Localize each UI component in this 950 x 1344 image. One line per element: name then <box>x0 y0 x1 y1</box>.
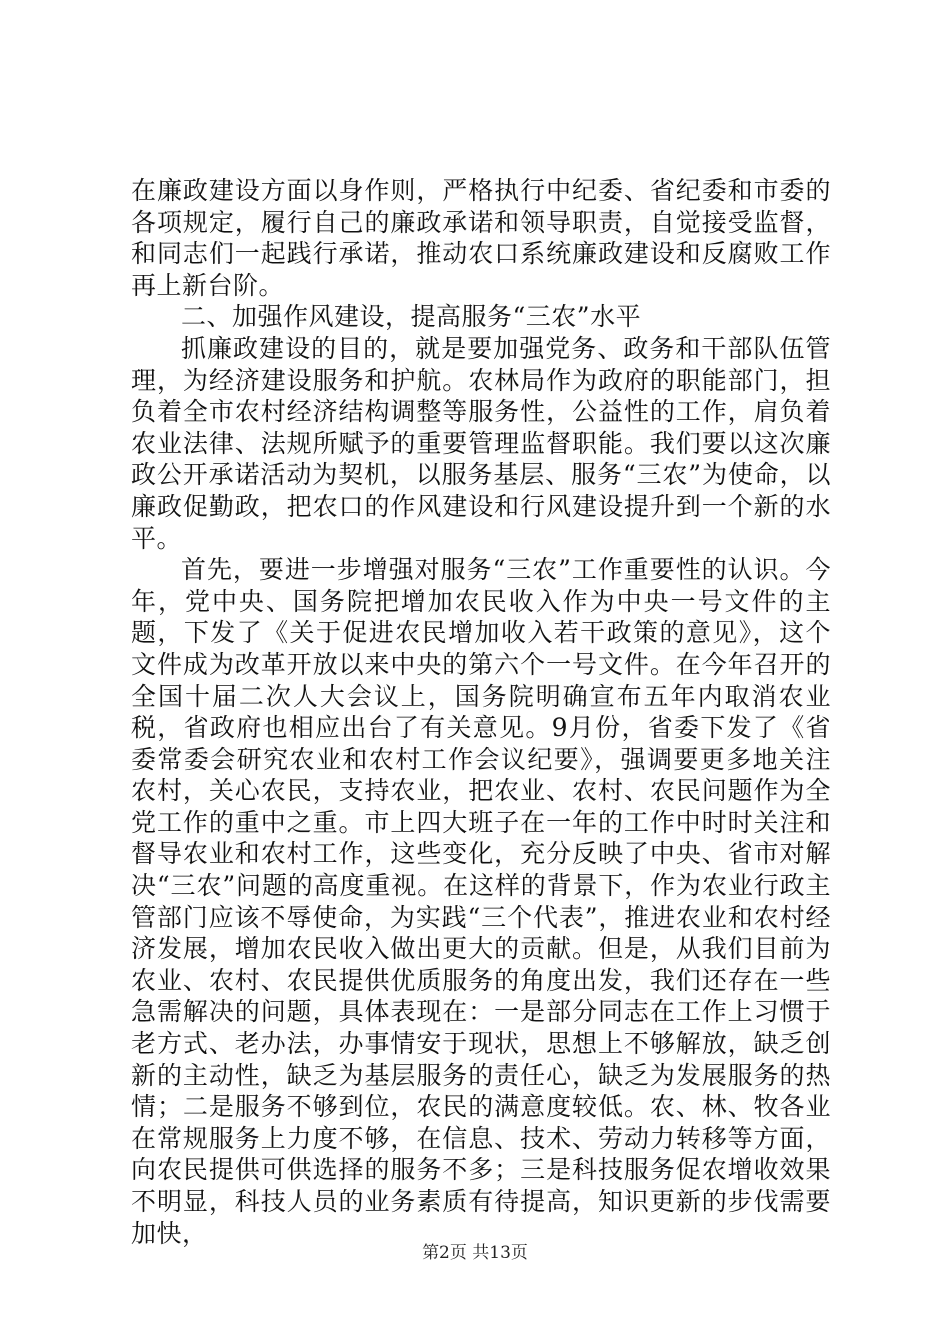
section-heading: 二、加强作风建设，提高服务“三农”水平 <box>181 302 642 332</box>
page-number-footer: 第2页 共13页 <box>422 1243 528 1263</box>
document-body <box>131 175 831 1249</box>
paragraph-continuation: 在廉政建设方面以身作则，严格执行中纪委、省纪委和市委的各项规定，履行自己的廉政承诺和领导职责，自觉接受监督，和同志们一起践行承诺，推动农口系统廉政建设和反腐败工作再上新台阶。 <box>131 176 831 300</box>
paragraph: 抓廉政建设的目的，就是要加强党务、政务和干部队伍管理，为经济建设服务和护航。农林局作为政府的职能部门，担负着全市农村经济结构调整等服务性，公益性的工作，肩负着农业法律、法规所赋予的重要管理监督职能。我们要以这次廉政公开承诺活动为契机，以服务基层、服务“三农”为使命，以廉政促勤政，把农口的作风建设和行风建设提升到一个新的水平。 <box>131 333 831 553</box>
paragraph: 首先，要进一步增强对服务“三农”工作重要性的认识。今年，党中央、国务院把增加农民收入作为中央一号文件的主题，下发了《关于促进农民增加收入若干政策的意见》，这个文件成为改革开放以来中央的第六个一号文件。在今年召开的全国十届二次人大会议上，国务院明确宣布五年内取消农业税，省政府也相应出台了有关意见。9月份，省委下发了《省委常委会研究农业和农村工作会议纪要》，强调要更多地关注农村，关心农民，支持农业，把农业、农村、农民问题作为全党工作的重中之重。市上四大班子在一年的工作中时时关注和督导农业和农村工作，这些变化，充分反映了中央、省市对解决“三农”问题的高度重视。在这样的背景下，作为农业行政主管部门应该不辱使命，为实践“三个代表”，推进农业和农村经济发展，增加农民收入做出更大的贡献。但是，从我们目前为农业、农村、农民提供优质服务的角度出发，我们还存在一些急需解决的问题，具体表现在：一是部分同志在工作上习惯于老方式、老办法，办事情安于现状，思想上不够解放，缺乏创新的主动性，缺乏为基层服务的责任心，缺乏为发展服务的热情；二是服务不够到位，农民的满意度较低。农、林、牧各业在常规服务上力度不够，在信息、技术、劳动力转移等方面，向农民提供可供选择的服务不多；三是科技服务促农增收效果不明显，科技人员的业务素质有待提高，知识更新的步伐需要加快， <box>131 555 831 1248</box>
